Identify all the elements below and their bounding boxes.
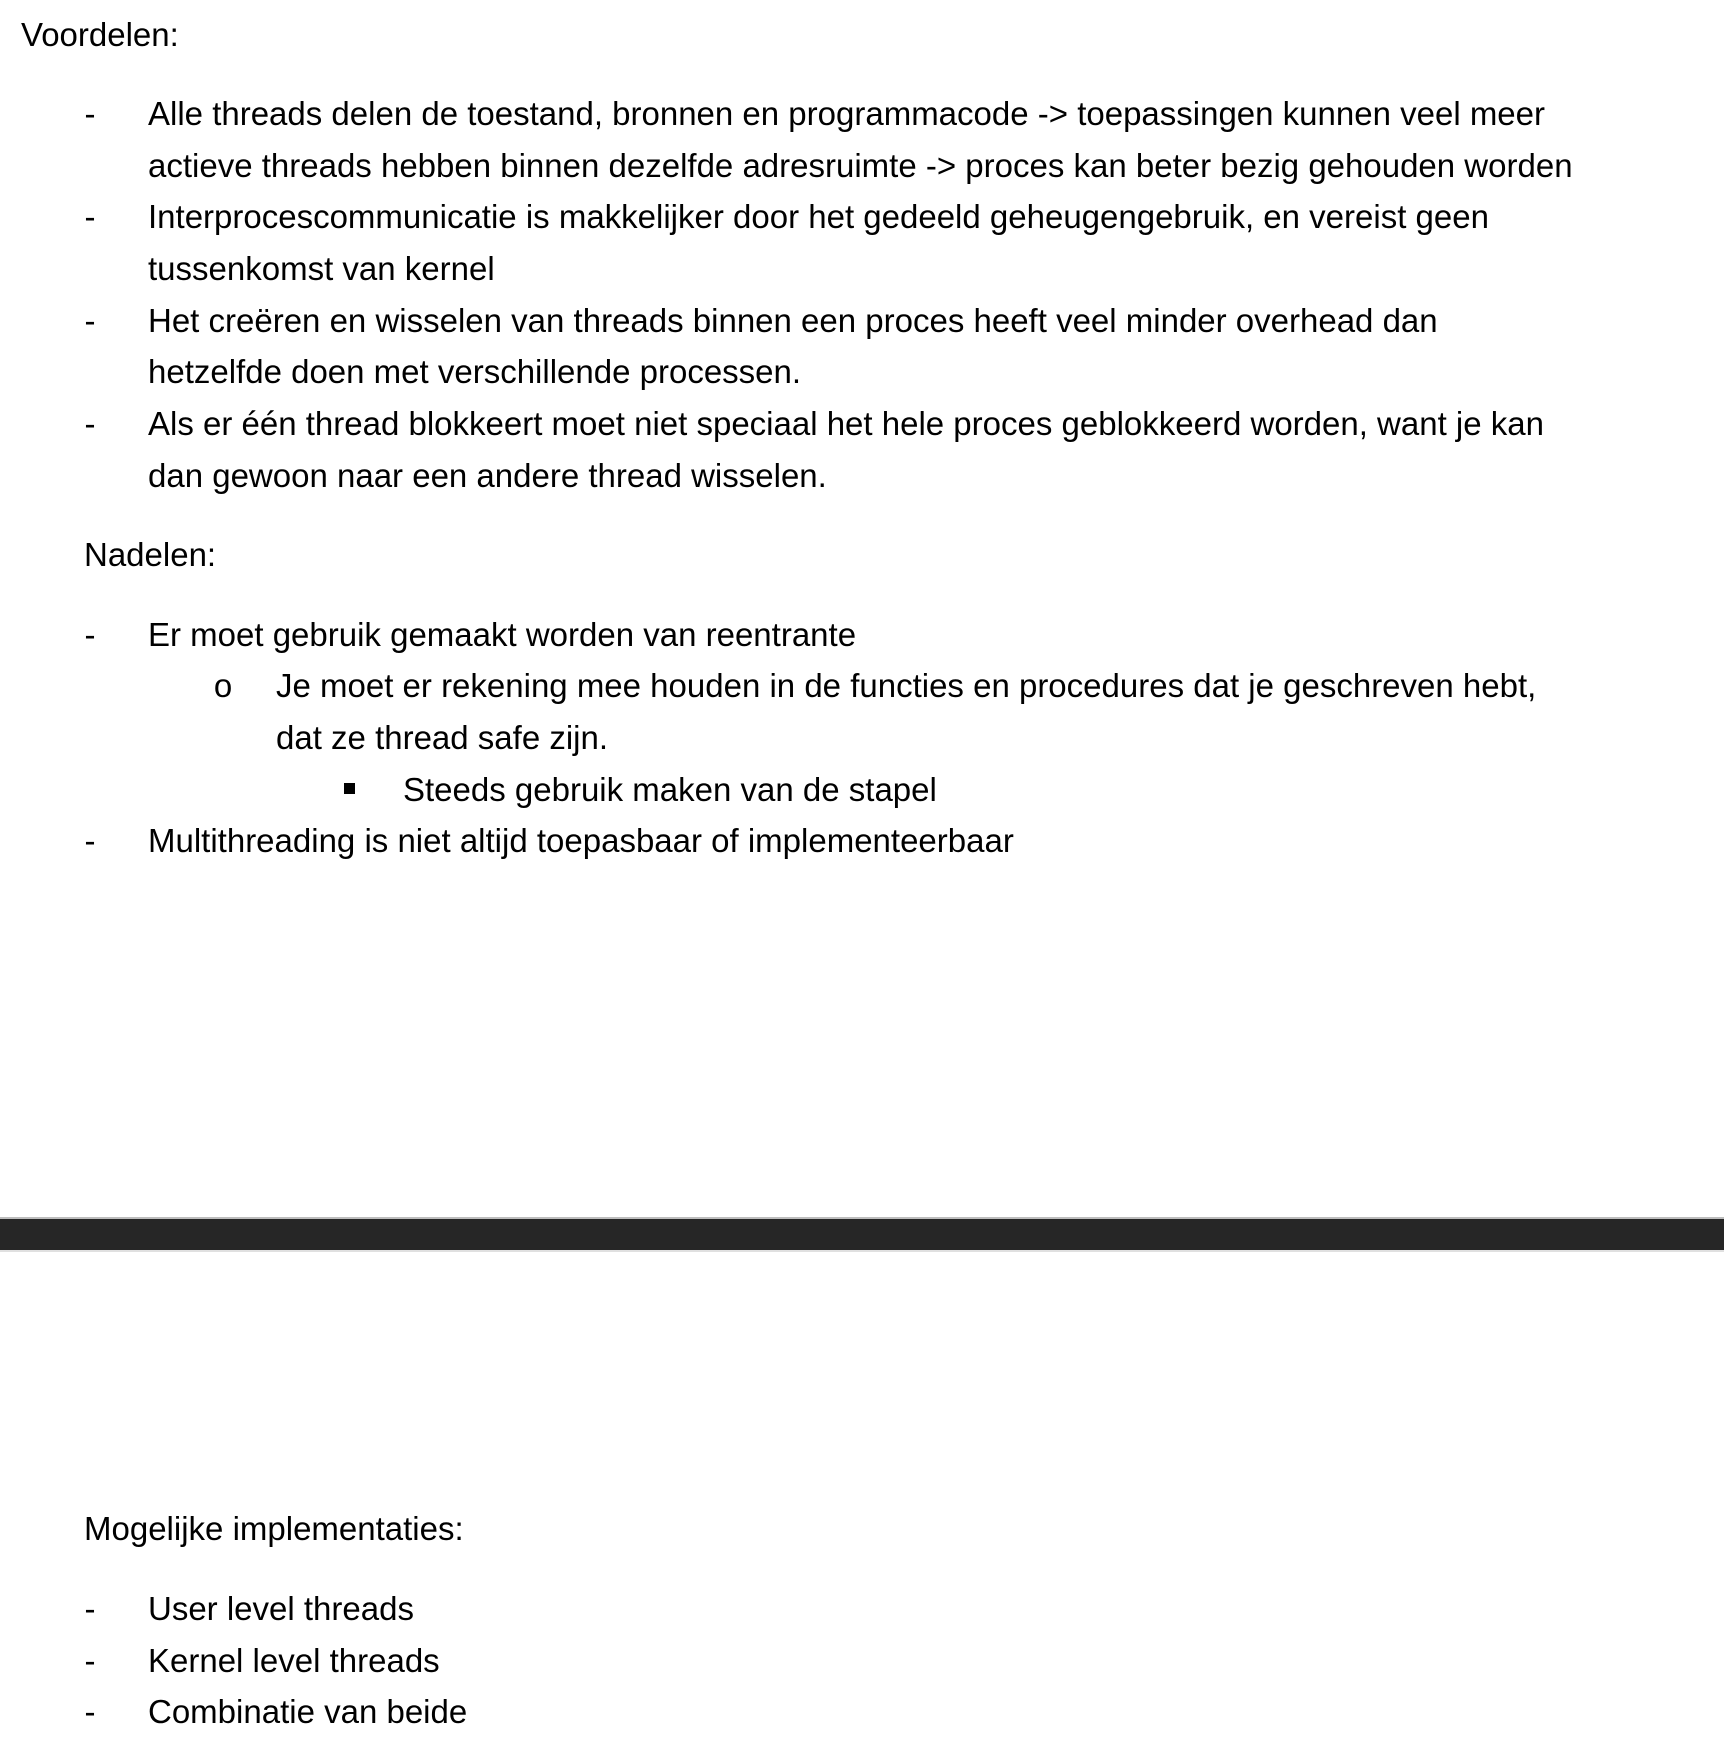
circle-bullet: o [213,667,233,704]
list-item-text-line: Alle threads delen de toestand, bronnen en programmacode -> toepassingen kunnen veel meer [148,95,1546,132]
dash-bullet: - [84,1642,96,1679]
dash-bullet: - [84,1590,96,1627]
dash-bullet: - [84,198,96,235]
dash-bullet: - [84,95,96,132]
voordelen-heading: Voordelen: [21,16,179,53]
list-item-text: Multithreading is niet altijd toepasbaar of implementeerbaar [148,822,1014,859]
list-item-text-line: Het creëren en wisselen van threads binnen een proces heeft veel minder overhead dan [148,302,1438,339]
list-item-text: Kernel level threads [148,1642,440,1679]
list-item-text-line: hetzelfde doen met verschillende processen. [148,353,802,390]
list-item-text: Er moet gebruik gemaakt worden van reentrante [148,616,857,653]
list-item-text-line: dan gewoon naar een andere thread wisselen. [148,457,827,494]
dash-bullet: - [84,302,96,339]
list-item-text: User level threads [148,1590,414,1627]
dash-bullet: - [84,1693,96,1730]
list-item-text: Combinatie van beide [148,1693,468,1730]
sub-sub-item-text: Steeds gebruik maken van de stapel [403,771,937,808]
page-break-divider [0,1217,1724,1252]
sub-item-text-line: dat ze thread safe zijn. [276,719,609,756]
list-item-text-line: Interprocescommunicatie is makkelijker door het gedeeld geheugengebruik, en vereist geen [148,198,1489,235]
implementaties-heading: Mogelijke implementaties: [84,1510,464,1547]
dash-bullet: - [84,616,96,653]
sub-item-text-line: Je moet er rekening mee houden in de functies en procedures dat je geschreven hebt, [276,667,1537,704]
dash-bullet: - [84,822,96,859]
dash-bullet: - [84,405,96,442]
nadelen-heading: Nadelen: [84,536,217,573]
list-item-text-line: actieve threads hebben binnen dezelfde adresruimte -> proces kan beter bezig gehouden worden [148,147,1573,184]
list-item-text-line: tussenkomst van kernel [148,250,495,287]
list-item-text-line: Als er één thread blokkeert moet niet speciaal het hele proces geblokkeerd worden, want je kan [148,405,1544,442]
square-bullet [344,783,355,794]
